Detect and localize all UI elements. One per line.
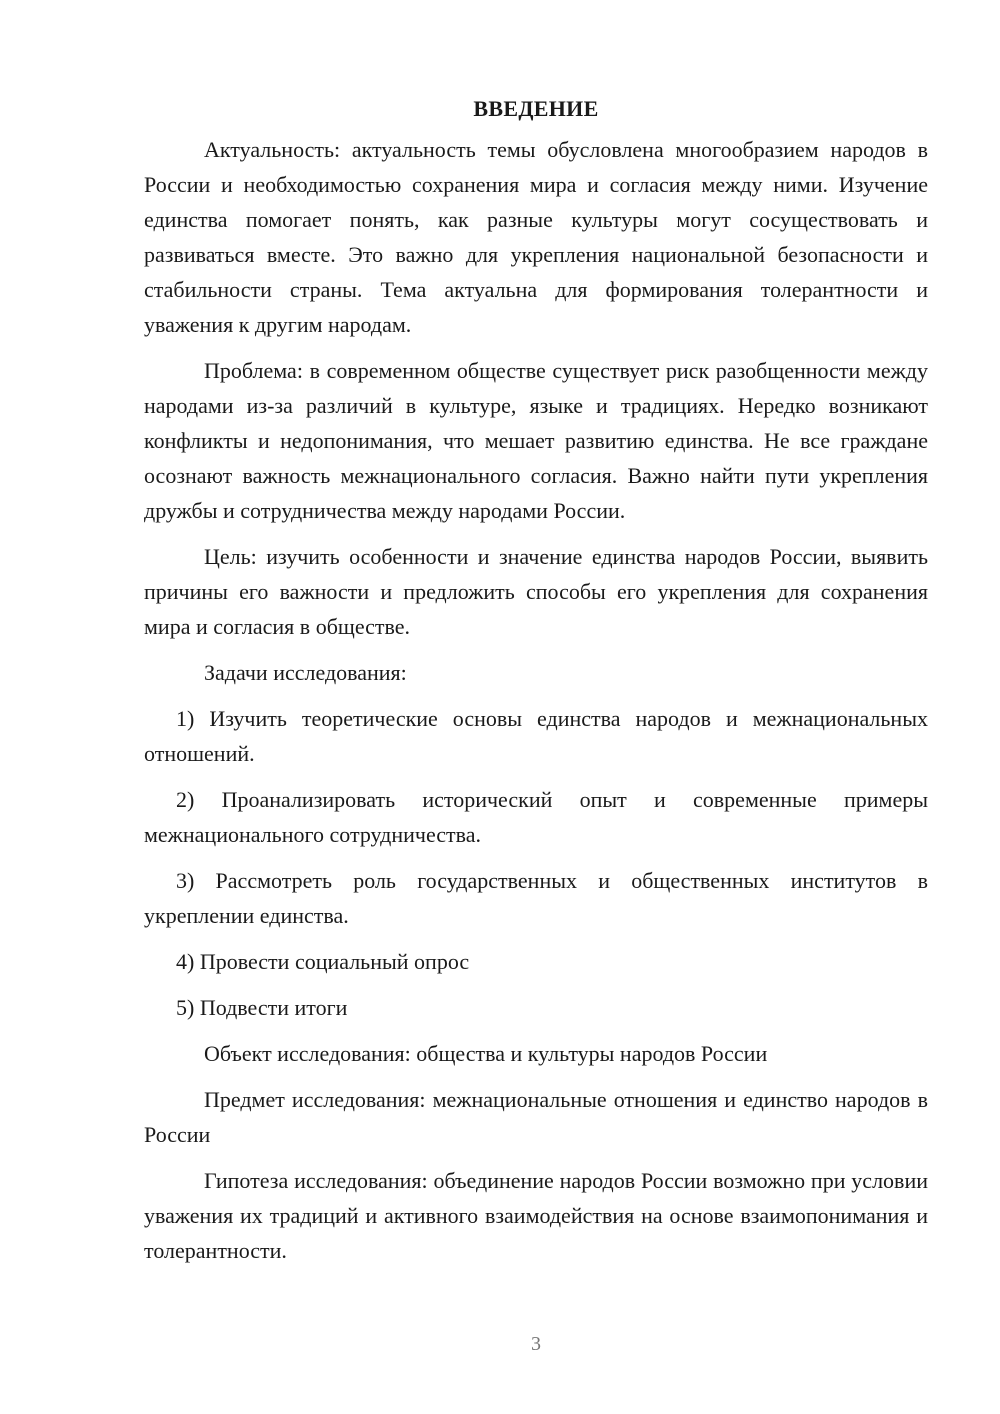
page-number: 3 <box>531 1333 541 1355</box>
paragraph-subject: Предмет исследования: межнациональные отношения и единство народов в России <box>144 1087 928 1147</box>
paragraph-relevance: Актуальность: актуальность темы обусловлена многообразием народов в России и необходимостью сохранения мира и согласия между ними. Изучение единства помогает понять, как разные культуры могут сосуществовать и развиваться вместе. Это важно для укрепления национальной безопасности и стабильности страны. Тема актуальна для формирования толерантности и уважения к другим народам. <box>144 137 928 337</box>
task-item-2: 2) Проанализировать исторический опыт и современные примеры межнационального сотрудничества. <box>144 787 928 847</box>
task-item-1: 1) Изучить теоретические основы единства народов и межнациональных отношений. <box>144 706 928 766</box>
document-page <box>144 92 928 1268</box>
paragraph-goal: Цель: изучить особенности и значение единства народов России, выявить причины его важности и предложить способы его укрепления для сохранения мира и согласия в обществе. <box>144 544 928 639</box>
paragraph-object: Объект исследования: общества и культуры народов России <box>204 1041 768 1066</box>
paragraph-problem: Проблема: в современном обществе существует риск разобщенности между народами из-за различий в культуре, языке и традициях. Нередко возникают конфликты и недопонимания, что мешает развитию единства. Не все граждане осознают важность межнационального согласия. Важно найти пути укрепления дружбы и сотрудничества между народами России. <box>144 358 928 523</box>
task-item-4: 4) Провести социальный опрос <box>176 949 470 974</box>
tasks-title: Задачи исследования: <box>204 660 407 685</box>
task-item-5: 5) Подвести итоги <box>176 995 348 1020</box>
task-item-3: 3) Рассмотреть роль государственных и общественных институтов в укреплении единства. <box>144 868 928 928</box>
paragraph-hypothesis: Гипотеза исследования: объединение народов России возможно при условии уважения их традиций и активного взаимодействия на основе взаимопонимания и толерантности. <box>144 1168 928 1263</box>
section-heading: ВВЕДЕНИЕ <box>473 96 599 121</box>
